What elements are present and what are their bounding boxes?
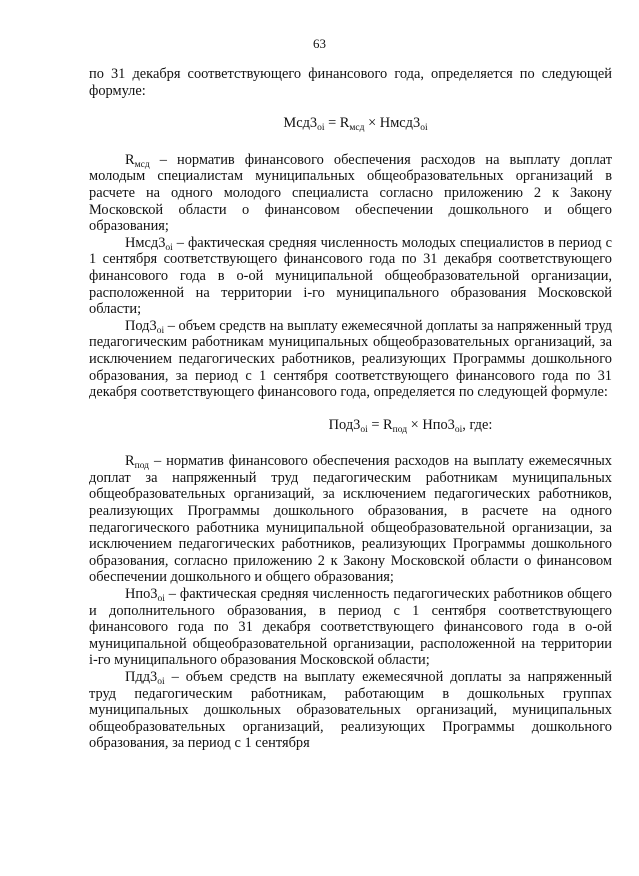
term-symbol: Пдд3 (125, 669, 158, 685)
term-definition: – фактическая средняя численность педагогических работников общего и дополнительного образования, в период с 1 сентября соответствующего финансового года по 31 декабря соответствующего финансового года в о-ой муниципальной общеобразовательной организации, расположенной на территории i-го муниципального образования Московской области; (89, 586, 612, 669)
formula-n-subscript: oi (454, 424, 463, 435)
formula-msdz (89, 115, 612, 132)
paragraph-n-msdz (89, 235, 612, 318)
formula-tail: , где: (462, 416, 493, 433)
formula-podz (89, 417, 612, 434)
formula-multiplier: × Нпо3 (407, 416, 455, 433)
formula-r-subscript: под (392, 424, 408, 435)
formula-lhs: Под3 (328, 416, 361, 433)
formula-n-subscript: oi (420, 123, 428, 134)
paragraph-r-pod (89, 453, 612, 586)
term-symbol: R (125, 151, 135, 168)
document-body (89, 66, 612, 752)
term-subscript: oi (157, 677, 165, 687)
paragraph-r-msd (89, 152, 612, 235)
formula-lhs-subscript: oi (317, 123, 325, 134)
term-subscript: oi (165, 242, 173, 253)
formula-r-subscript: мсд (349, 123, 365, 134)
term-subscript: мсд (134, 159, 150, 170)
term-definition: – объем средств на выплату ежемесячной доплаты за напряженный труд педагогическим работникам, работающим в дошкольных группах муниципальных дошкольных образовательных организаций, муниципальных общеобразовательных организаций, реализующих Программы дошкольного образования, за период с 1 сентября (89, 669, 612, 752)
term-symbol: Нпо3 (125, 586, 158, 603)
term-symbol: Под3 (125, 317, 157, 334)
term-subscript: под (134, 461, 150, 472)
formula-lhs: Мсд3 (283, 115, 318, 132)
formula-lhs-subscript: oi (360, 424, 368, 435)
formula-equals-r: = R (324, 115, 350, 132)
formula-equals-r: = R (367, 416, 393, 433)
paragraph-intro: по 31 декабря соответствующего финансового года, определяется по следующей формуле: (89, 66, 612, 99)
term-definition: – объем средств на выплату ежемесячной доплаты за напряженный труд педагогическим работникам муниципальных общеобразовательных организаций, за исключением педагогических работников, реализующих Программы дошкольного образования, за период с 1 сентября соответствующего финансового года по 31 декабря соответствующего финансового года, определяется по следующей формуле: (89, 317, 612, 401)
term-definition: – норматив финансового обеспечения расходов на выплату доплат молодым специалистам муниципальных общеобразовательных организаций в расчете на одного молодого специалиста согласно приложению 2 к Закону Московской области о финансовом обеспечении дошкольного и общего образования; (89, 151, 612, 235)
term-subscript: oi (157, 594, 165, 605)
formula-multiplier: × Нмсд3 (364, 115, 421, 132)
term-definition: – норматив финансового обеспечения расходов на выплату ежемесячных доплат за напряженный труд педагогическим работникам муниципальных общеобразовательных организаций, за исключением педагогических работников, реализующих Программы дошкольного образования, в расчете на одного педагогического работника муниципальной общеобразовательной организации, за исключением педагогических работников, реализующих Программы дошкольного образования, согласно приложению 2 к Закону Московской области о финансовом обеспечении дошкольного и общего образования; (89, 453, 612, 586)
paragraph-podz (89, 318, 612, 401)
term-symbol: Нмсд3 (125, 234, 166, 251)
paragraph-pddz (89, 669, 612, 752)
term-subscript: oi (156, 325, 165, 336)
paragraph-n-poz (89, 586, 612, 669)
term-definition: – фактическая средняя численность молодых специалистов в период с 1 сентября соответствующего финансового года по 31 декабря соответствующего финансового года в о-ой муниципальной общеобразовательной организации, расположенной на территории i-го муниципального образования Московской области; (89, 234, 612, 318)
term-symbol: R (125, 453, 135, 470)
page-number: 63 (313, 36, 326, 51)
